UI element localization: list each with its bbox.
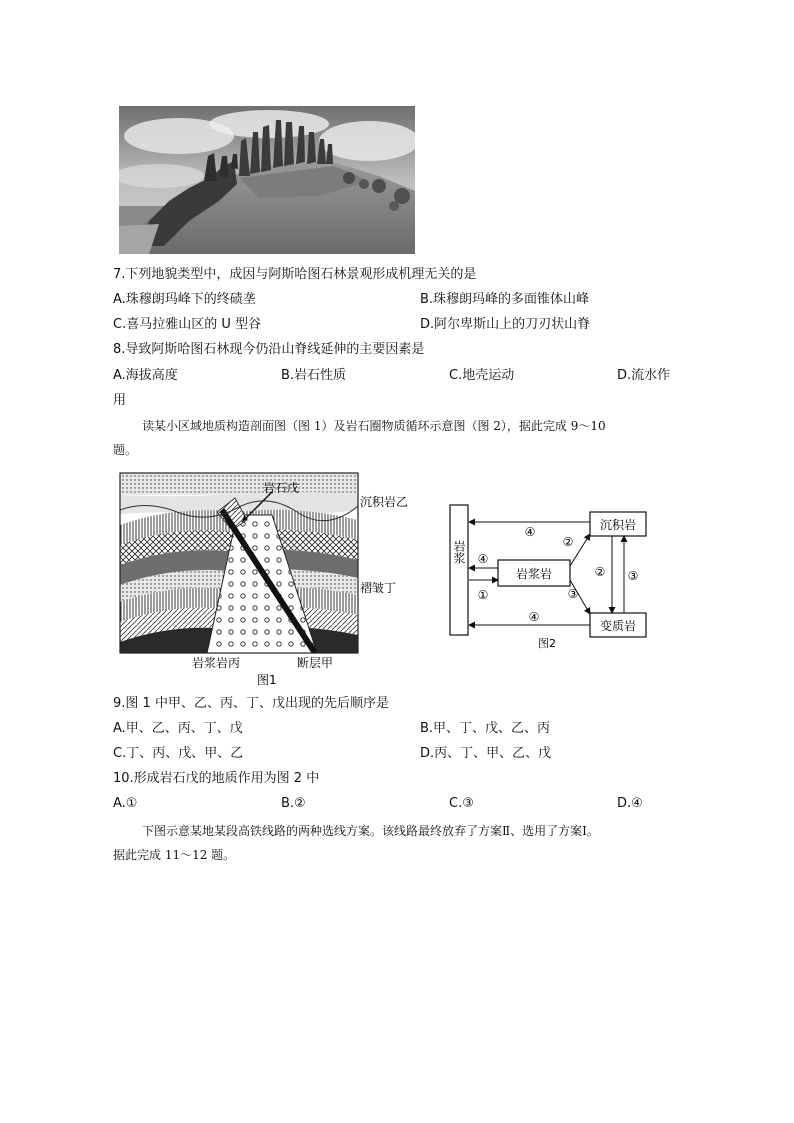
figure1-caption: 图1 (257, 673, 277, 687)
box-metamorphic-label: 变质岩 (599, 619, 637, 633)
q9-option-c: C.丁、丙、戊、甲、乙 (113, 746, 244, 761)
q7-option-a: A.珠穆朗玛峰下的终碛垄 (113, 292, 256, 307)
intro-11-12-line2: 据此完成 11～12 题。 (113, 848, 236, 862)
arrow-label-3-lower: ③ (567, 587, 579, 601)
q8-option-d-wrap: 用 (113, 393, 127, 408)
intro-11-12-line1: 下图示意某地某段高铁线路的两种选线方案。该线路最终放弃了方案Ⅱ、选用了方案Ⅰ。 (142, 824, 599, 838)
q10-stem: 10.形成岩石戊的地质作用为图 2 中 (113, 771, 320, 786)
q7-stem: 7.下列地貌类型中，成因与阿斯哈图石林景观形成机理无关的是 (113, 267, 477, 282)
q9-option-d: D.丙、丁、甲、乙、戊 (420, 746, 552, 761)
q10-option-c: C.③ (449, 796, 474, 811)
q8-option-a: A.海拔高度 (113, 368, 178, 383)
q7-option-d: D.阿尔卑斯山上的刀刃状山脊 (420, 317, 591, 332)
q9-stem: 9.图 1 中甲、乙、丙、丁、戊出现的先后顺序是 (113, 696, 389, 711)
box-igneous-label: 岩浆岩 (515, 567, 553, 581)
box-magma (450, 505, 468, 635)
q9-option-b: B.甲、丁、戊、乙、丙 (420, 721, 551, 736)
q7-option-b: B.珠穆朗玛峰的多面锥体山峰 (420, 292, 590, 307)
arrow-label-4-mid: ④ (477, 552, 489, 566)
q8-option-b: B.岩石性质 (281, 368, 347, 383)
label-rock-wu: 岩石戊 (263, 481, 300, 495)
q7-option-c: C.喜马拉雅山区的 U 型谷 (113, 317, 261, 332)
label-magma-bing: 岩浆岩丙 (192, 656, 241, 670)
q8-option-c: C.地壳运动 (449, 368, 515, 383)
figure2-rock-cycle (440, 490, 650, 660)
box-sedimentary-label: 沉积岩 (599, 518, 637, 532)
intro-9-10-line1: 读某小区域地质构造剖面图（图 1）及岩石圈物质循环示意图（图 2），据此完成 9～10 (142, 419, 606, 433)
figure1-cross-section (117, 470, 417, 690)
arrow-label-2-upper: ② (562, 535, 574, 549)
arrow-label-3-vertical: ③ (627, 569, 639, 583)
figure2-caption: 图2 (538, 637, 556, 650)
label-fault-jia: 断层甲 (297, 656, 334, 670)
stone-forest-photo (119, 106, 415, 254)
label-fold-ding: 褶皱丁 (360, 581, 397, 595)
q10-option-a: A.① (113, 796, 138, 811)
q10-option-b: B.② (281, 796, 306, 811)
arrow-label-1: ① (477, 588, 489, 602)
q8-option-d: D.流水作 (617, 368, 671, 383)
q9-option-a: A.甲、乙、丙、丁、戊 (113, 721, 243, 736)
label-sedimentary-yi: 沉积岩乙 (360, 495, 409, 509)
q8-stem: 8.导致阿斯哈图石林现今仍沿山脊线延伸的主要因素是 (113, 342, 425, 357)
arrow-label-2-vertical: ② (594, 565, 606, 579)
arrow-label-4-top: ④ (524, 525, 536, 539)
intro-9-10-line2: 题。 (113, 443, 138, 457)
box-magma-label: 岩浆 (452, 540, 466, 564)
arrow-label-4-bottom: ④ (528, 610, 540, 624)
q10-option-d: D.④ (617, 796, 643, 811)
